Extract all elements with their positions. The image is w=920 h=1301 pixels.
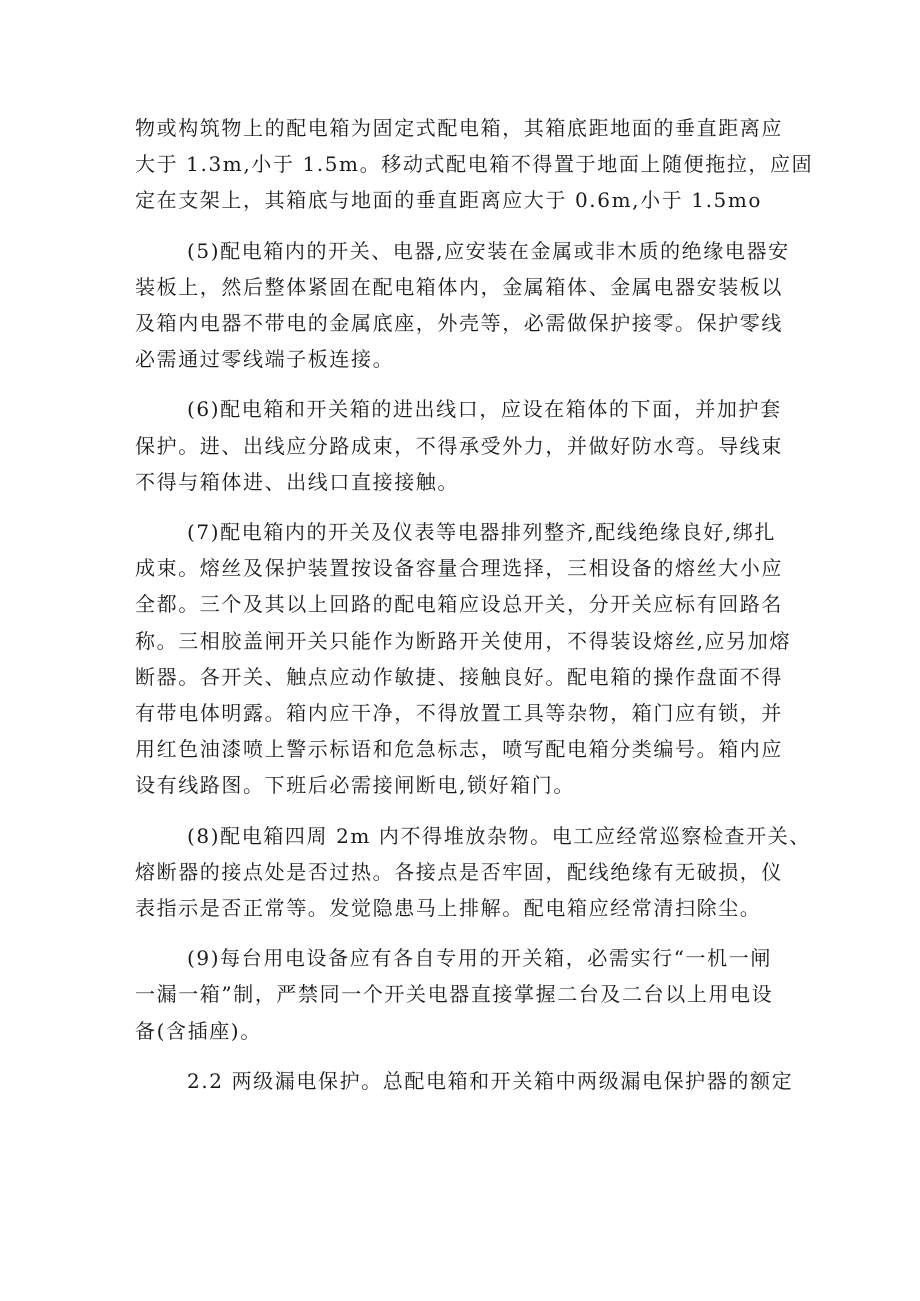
paragraph-item-5 — [135, 233, 795, 378]
text-line: 及箱内电器不带电的金属底座，外壳等，必需做保护接零。保护零线 — [135, 311, 783, 336]
text-line: 不得与箱体进、出线口直接接触。 — [135, 469, 459, 494]
text-line: 表指示是否正常等。发觉隐患马上排解。配电箱应经常清扫除尘。 — [135, 896, 762, 921]
text-line: (7)配电箱内的开关及仪表等电器排列整齐,配线绝缘良好,绑扎 — [187, 520, 777, 545]
text-line: 称。三相胶盖闸开关只能作为断路开关使用，不得装设熔丝,应另加熔 — [135, 628, 791, 653]
text-line: 定在支架上，其箱底与地面的垂直距离应大于 0.6m,小于 1.5mo — [135, 188, 763, 213]
paragraph-section-2-2 — [135, 1063, 795, 1099]
text-line: 装板上，然后整体紧固在配电箱体内，金属箱体、金属电器安装板以 — [135, 274, 783, 299]
paragraph-item-9 — [135, 940, 795, 1049]
text-line: 必需通过零线端子板连接。 — [135, 347, 395, 372]
text-line: (6)配电箱和开关箱的进出线口，应设在箱体的下面，并加护套 — [187, 397, 782, 422]
text-line: 备(含插座)。 — [135, 1018, 262, 1043]
text-line: (5)配电箱内的开关、电器,应安装在金属或非木质的绝缘电器安 — [187, 238, 790, 263]
paragraph-item-8 — [135, 818, 811, 927]
text-line: (9)每台用电设备应有各自专用的开关箱，必需实行“一机一闸 — [187, 946, 772, 971]
paragraph-item-6 — [135, 391, 795, 500]
text-line: 全都。三个及其以上回路的配电箱应设总开关，分开关应标有回路名 — [135, 592, 783, 617]
text-line: 有带电体明露。箱内应干净，不得放置工具等杂物，箱门应有锁，并 — [135, 701, 783, 726]
text-line: 设有线路图。下班后必需接闸断电,锁好箱门。 — [135, 773, 575, 798]
text-line: 成束。熔丝及保护装置按设备容量合理选择，三相设备的熔丝大小应 — [135, 556, 783, 581]
document-body — [135, 110, 814, 1113]
text-line: 一漏一箱”制，严禁同一个开关电器直接掌握二台及二台以上用电设 — [135, 982, 774, 1007]
text-line: 断器。各开关、触点应动作敏捷、接触良好。配电箱的操作盘面不得 — [135, 664, 783, 689]
paragraph-distribution-box-height — [135, 110, 814, 219]
text-line: 2.2 两级漏电保护。总配电箱和开关箱中两级漏电保护器的额定 — [187, 1068, 794, 1093]
text-line: 熔断器的接点处是否过热。各接点是否牢固，配线绝缘有无破损，仪 — [135, 859, 783, 884]
text-line: (8)配电箱四周 2m 内不得堆放杂物。电工应经常巡察检查开关、 — [187, 823, 811, 848]
text-line: 大于 1.3m,小于 1.5m。移动式配电箱不得置于地面上随便拖拉，应固 — [135, 152, 814, 177]
text-line: 物或构筑物上的配电箱为固定式配电箱，其箱底距地面的垂直距离应 — [135, 116, 783, 140]
text-line: 保护。进、出线应分路成束，不得承受外力，并做好防水弯。导线束 — [135, 433, 783, 458]
text-line: 用红色油漆喷上警示标语和危急标志，喷写配电箱分类编号。箱内应 — [135, 737, 783, 762]
paragraph-item-7 — [135, 514, 795, 804]
